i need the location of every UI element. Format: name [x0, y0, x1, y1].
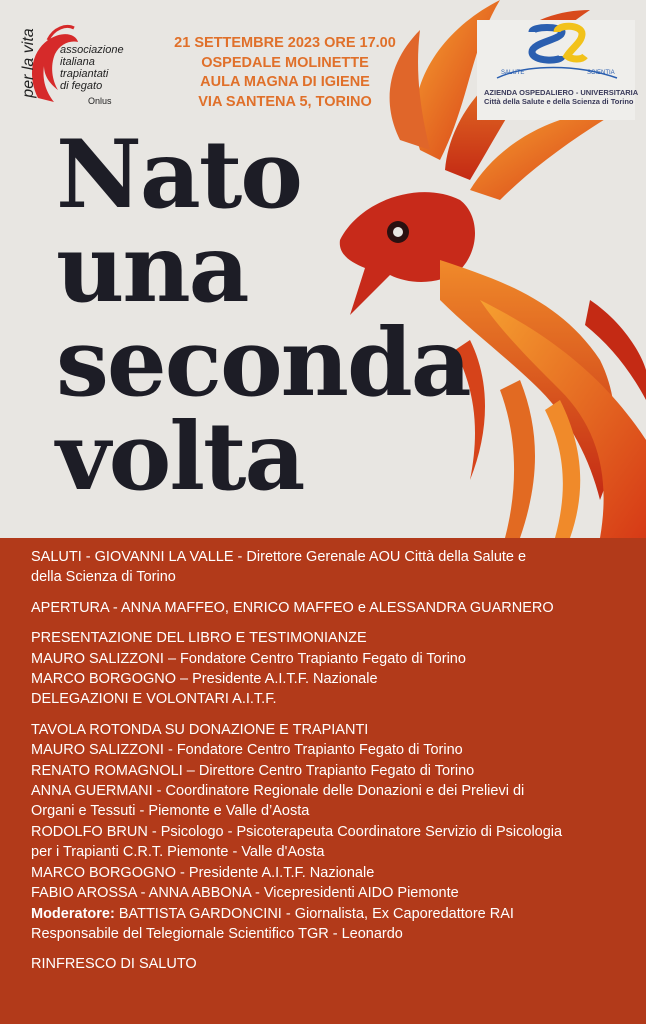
- saluti-section: [31, 547, 631, 588]
- event-address: VIA SANTENA 5, TORINO: [198, 93, 372, 110]
- apertura-section: [31, 598, 631, 618]
- program-line: MARCO BORGOGNO - Presidente A.I.T.F. Nazionale: [31, 864, 375, 881]
- program: [31, 547, 631, 985]
- book-title-line: volta: [56, 402, 304, 512]
- program-line: FABIO AROSSA - ANNA ABBONA - Vicepresidenti AIDO Piemonte: [31, 885, 459, 902]
- program-line: ANNA GUERMANI - Coordinatore Regionale delle Donazioni e dei Prelievi di: [31, 783, 525, 800]
- program-line: della Scienza di Torino: [31, 569, 176, 586]
- association-line: italiana: [60, 56, 95, 68]
- section-heading: TAVOLA ROTONDA SU DONAZIONE E TRAPIANTI: [31, 721, 369, 738]
- book-title-line: seconda: [56, 308, 470, 418]
- per-la-vita-text: per la vita: [20, 28, 37, 98]
- association-onlus: Onlus: [88, 96, 112, 106]
- program-line: RINFRESCO DI SALUTO: [31, 956, 197, 973]
- book-title: [56, 120, 470, 512]
- event-info: [160, 34, 410, 112]
- program-line: DELEGAZIONI E VOLONTARI A.I.T.F.: [31, 691, 277, 708]
- rinfresco-section: [31, 954, 631, 974]
- program-line: per i Trapianti C.R.T. Piemonte - Valle d'Aosta: [31, 844, 325, 861]
- hospital-caption: [484, 88, 638, 106]
- hospital-caption-line: Città della Salute e della Scienza di Torino: [484, 97, 634, 106]
- moderatore-text: BATTISTA GARDONCINI - Giornalista, Ex Caporedattore RAI: [114, 905, 514, 922]
- book-title-line: Nato: [56, 120, 301, 230]
- event-date-time: 21 SETTEMBRE 2023 ORE 17.00: [174, 35, 396, 51]
- salute-word: SALUTE: [501, 70, 525, 76]
- event-room: AULA MAGNA DI IGIENE: [200, 74, 370, 90]
- event-venue: OSPEDALE MOLINETTE: [201, 54, 369, 71]
- book-title-line: una: [56, 214, 248, 324]
- program-line: Responsabile del Telegiornale Scientifico TGR - Leonardo: [31, 925, 403, 942]
- program-line: RENATO ROMAGNOLI – Direttore Centro Trapianto Fegato di Torino: [31, 762, 475, 779]
- program-line: APERTURA - ANNA MAFFEO, ENRICO MAFFEO e ALESSANDRA GUARNERO: [31, 599, 554, 616]
- presentazione-section: [31, 628, 631, 710]
- association-line: di fegato: [60, 80, 103, 92]
- tavola-section: [31, 720, 631, 944]
- moderatore-line: [31, 904, 631, 924]
- association-name: [60, 44, 124, 92]
- scientia-word: SCIENTIA: [587, 70, 615, 76]
- section-heading: PRESENTAZIONE DEL LIBRO E TESTIMONIANZE: [31, 630, 367, 647]
- program-line: MAURO SALIZZONI – Fondatore Centro Trapianto Fegato di Torino: [31, 650, 466, 667]
- association-line: associazione: [60, 44, 124, 56]
- program-line: MAURO SALIZZONI - Fondatore Centro Trapianto Fegato di Torino: [31, 742, 463, 759]
- program-line: SALUTI - GIOVANNI LA VALLE - Direttore Gerenale AOU Città della Salute e: [31, 549, 527, 565]
- program-line: RODOLFO BRUN - Psicologo - Psicoterapeuta Coordinatore Servizio di Psicologia: [31, 823, 563, 840]
- program-line: Organi e Tessuti - Piemonte e Valle d’Aosta: [31, 803, 310, 820]
- association-line: trapiantati: [60, 68, 109, 80]
- moderatore-label: Moderatore:: [31, 905, 115, 922]
- hospital-caption-line: AZIENDA OSPEDALIERO - UNIVERSITARIA: [484, 88, 639, 97]
- program-line: MARCO BORGOGNO – Presidente A.I.T.F. Nazionale: [31, 671, 378, 688]
